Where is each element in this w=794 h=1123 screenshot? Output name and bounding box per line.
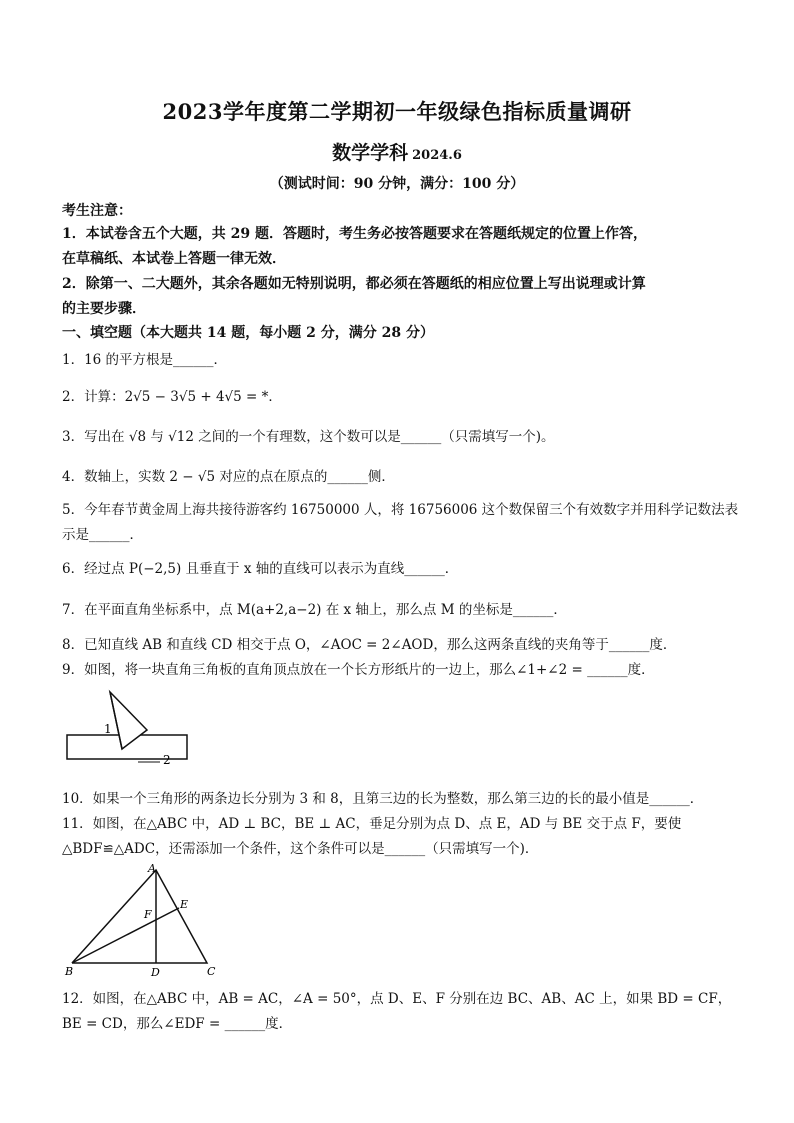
exam-title: 2023学年度第二学期初一年级绿色指标质量调研 — [162, 99, 632, 124]
question-12-cont: BE = CD，那么∠EDF = ______度． — [62, 1016, 293, 1032]
point-a-label: A — [148, 862, 156, 875]
question-7: 7．在平面直角坐标系中，点 M(a+2,a−2) 在 x 轴上，那么点 M 的坐标是______． — [62, 602, 567, 618]
notes-line: 在草稿纸、本试卷上答题一律无效． — [62, 251, 286, 267]
question-5: 5．今年春节黄金周上海共接待游客约 16750000 人，将 16756006 这个数保留三个有效数字并用科学记数法表 — [62, 502, 739, 518]
question-1: 1．16 的平方根是______． — [62, 352, 228, 368]
question-5-cont: 示是______． — [62, 527, 143, 543]
notes-line: 的主要步骤． — [62, 301, 146, 317]
point-c-label: C — [207, 965, 216, 978]
angle-1-label: 1 — [104, 722, 112, 736]
question-12: 12．如图，在△ABC 中，AB = AC，∠A = 50°，点 D、E、F 分别在边 BC、AB、AC 上，如果 BD = CF， — [62, 991, 732, 1007]
notes-heading: 考生注意： — [62, 203, 132, 219]
question-6: 6．经过点 P(−2,5) 且垂直于 x 轴的直线可以表示为直线______． — [62, 561, 459, 577]
section-heading: 一、填空题（本大题共 14 题，每小题 2 分，满分 28 分） — [62, 325, 434, 341]
question-11-cont: △BDF≌△ADC，还需添加一个条件，这个条件可以是______（只需填写一个)． — [62, 841, 539, 857]
point-b-label: B — [65, 965, 74, 978]
notes-line: 2．除第一、二大题外，其余各题如无特别说明，都必须在答题纸的相应位置上写出说理或计算 — [62, 276, 646, 292]
subject-name: 数学学科 — [332, 142, 409, 164]
point-d-label: D — [151, 966, 160, 979]
point-e-label: E — [180, 898, 189, 911]
notes-line: 1．本试卷含五个大题，共 29 题．答题时，考生务必按答题要求在答题纸规定的位置上作答， — [62, 226, 647, 242]
question-8: 8．已知直线 AB 和直线 CD 相交于点 O，∠AOC = 2∠AOD，那么这两条直线的夹角等于______度． — [62, 637, 677, 653]
subject-title — [0, 138, 794, 165]
figure-11-diagram — [62, 860, 227, 980]
question-4: 4．数轴上，实数 2 − √5 对应的点在原点的______侧． — [62, 469, 395, 485]
question-9: 9．如图，将一块直角三角板的直角顶点放在一个长方形纸片的一边上，那么∠1+∠2 = ______度． — [62, 662, 655, 678]
exam-date: 2024.6 — [412, 148, 462, 163]
exam-timing: （测试时间：90 分钟，满分：100 分） — [269, 176, 525, 192]
question-10: 10．如果一个三角形的两条边长分别为 3 和 8，且第三边的长为整数，那么第三边的长的最小值是______． — [62, 791, 704, 807]
angle-2-label: 2 — [163, 753, 171, 767]
question-11: 11．如图，在△ABC 中，AD ⊥ BC，BE ⊥ AC，垂足分别为点 D、点 E，AD 与 BE 交于点 F，要使 — [62, 816, 682, 832]
figure-9-diagram — [62, 686, 192, 768]
question-2: 2．计算：2√5 − 3√5 + 4√5 = *． — [62, 389, 282, 405]
point-f-label: F — [144, 908, 152, 921]
question-3: 3．写出在 √8 与 √12 之间的一个有理数，这个数可以是______（只需填写一个)。 — [62, 429, 555, 445]
